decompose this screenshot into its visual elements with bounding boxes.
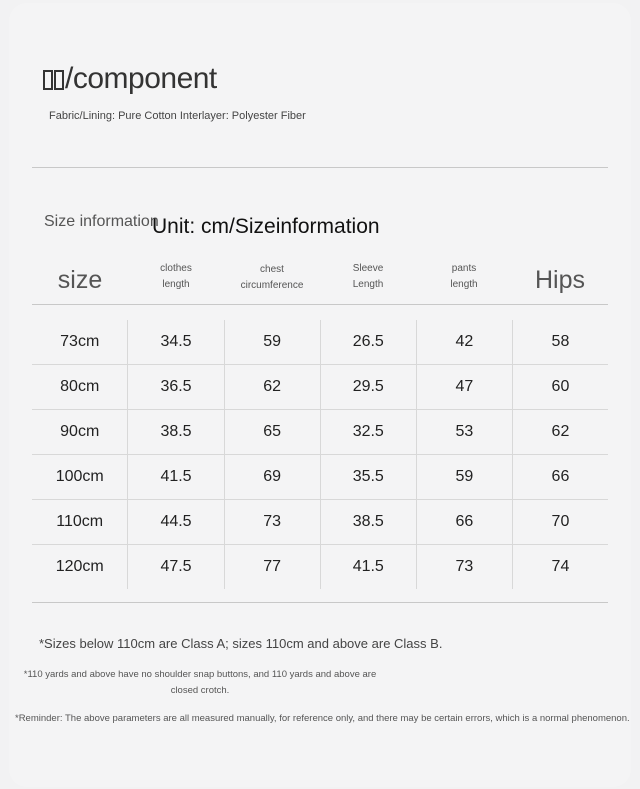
table-cell: 38.5 <box>320 500 416 545</box>
title-text: /component <box>65 62 217 95</box>
table-cell: 73 <box>416 545 512 590</box>
table-cell: 90cm <box>32 410 128 455</box>
table-cell: 70 <box>512 500 608 545</box>
table-cell: 36.5 <box>128 365 224 410</box>
table-cell: 44.5 <box>128 500 224 545</box>
divider <box>32 167 608 168</box>
table-bottom-divider <box>32 602 608 603</box>
table-cell: 58 <box>512 320 608 365</box>
size-information-label: Size information <box>44 213 159 230</box>
table-cell: 59 <box>416 455 512 500</box>
fabric-description: Fabric/Lining: Pure Cotton Interlayer: Polyester Fiber <box>49 110 306 122</box>
table-cell: 60 <box>512 365 608 410</box>
table-cell: 62 <box>224 365 320 410</box>
table-cell: 80cm <box>32 365 128 410</box>
table-cell: 42 <box>416 320 512 365</box>
class-note: *Sizes below 110cm are Class A; sizes 110cm and above are Class B. <box>39 636 443 651</box>
section-title <box>43 62 217 96</box>
table-cell: 73 <box>224 500 320 545</box>
header-line: pants <box>451 263 477 274</box>
table-cell: 69 <box>224 455 320 500</box>
header-pants-length <box>416 261 512 293</box>
header-sleeve-length <box>320 261 416 293</box>
table-row <box>32 320 608 365</box>
table-row <box>32 410 608 455</box>
table-cell: 73cm <box>32 320 128 365</box>
table-cell: 47 <box>416 365 512 410</box>
missing-glyph-icon <box>43 70 53 90</box>
header-line: clothes <box>160 263 192 274</box>
header-size: size <box>57 266 103 294</box>
header-line: circumference <box>240 280 304 291</box>
table-cell: 32.5 <box>320 410 416 455</box>
table-row <box>32 365 608 410</box>
table-cell: 41.5 <box>128 455 224 500</box>
table-cell: 53 <box>416 410 512 455</box>
snap-note: *110 yards and above have no shoulder snap buttons, and 110 yards and above are closed crotch. <box>23 669 377 696</box>
header-line: length <box>162 279 190 290</box>
table-cell: 100cm <box>32 455 128 500</box>
table-cell: 74 <box>551 558 570 575</box>
missing-glyph-icon <box>54 70 64 90</box>
table-cell: 34.5 <box>128 320 224 365</box>
header-line: chest <box>260 264 284 275</box>
header-line: length <box>450 279 478 290</box>
table-cell: 47.5 <box>128 545 224 590</box>
table-cell: 110cm <box>32 500 128 545</box>
header-divider <box>32 304 608 305</box>
header-line: Sleeve <box>352 263 384 274</box>
table-cell: 38.5 <box>128 410 224 455</box>
unit-label: Unit: cm/Sizeinformation <box>152 215 380 238</box>
table-cell: 120cm <box>32 545 128 590</box>
table-cell: 62 <box>512 410 608 455</box>
table-cell: 26.5 <box>320 320 416 365</box>
table-row <box>32 455 608 500</box>
header-hips: Hips <box>534 266 585 294</box>
table-cell: 66 <box>416 500 512 545</box>
size-table <box>32 320 608 589</box>
table-row <box>32 500 608 545</box>
table-cell: 59 <box>224 320 320 365</box>
table-cell: 29.5 <box>320 365 416 410</box>
header-clothes-length <box>128 261 224 293</box>
header-line: Length <box>352 279 384 290</box>
header-chest-circumference <box>224 262 320 294</box>
table-cell: 65 <box>224 410 320 455</box>
table-cell: 41.5 <box>320 545 416 590</box>
table-cell: 35.5 <box>320 455 416 500</box>
table-row <box>32 545 608 590</box>
table-cell: 77 <box>224 545 320 590</box>
table-cell: 66 <box>512 455 608 500</box>
reminder-note: *Reminder: The above parameters are all measured manually, for reference only, and there may be certain errors, which is a normal phenomenon. <box>15 713 630 724</box>
